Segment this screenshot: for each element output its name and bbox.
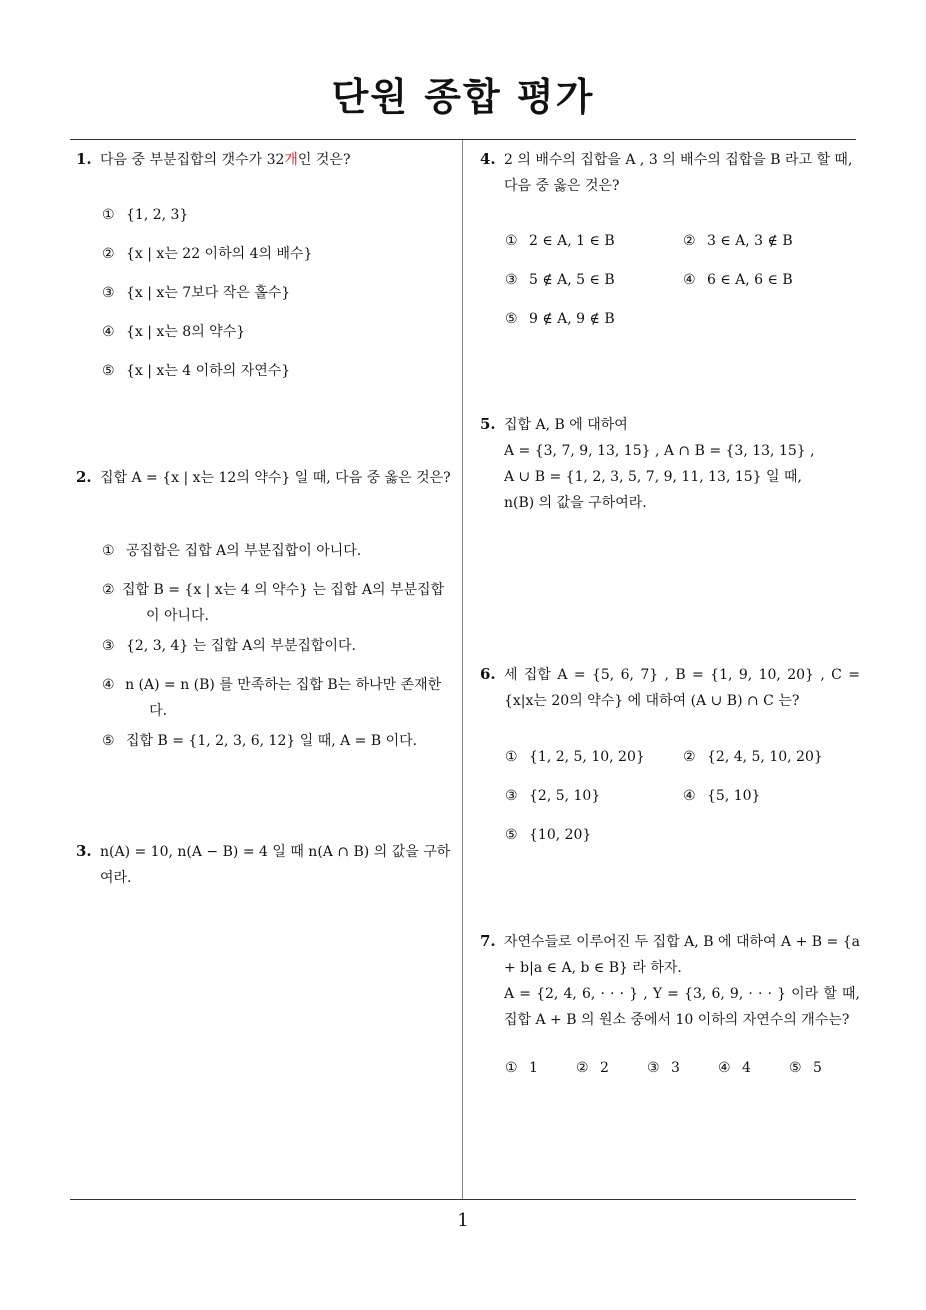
option[interactable]: ③ {x | x는 7보다 작은 홀수} [102,285,291,301]
question-number: 1. [76,150,92,168]
question-7 [480,928,860,1033]
question-1-options [102,196,452,391]
page-number: 1 [457,1210,469,1231]
question-6-stem: 6. 세 집합 A = {5, 6, 7} , B = {1, 9, 10, 20} , C = {x|x는 20의 약수} 에 대하여 (A ∪ B) ∩ C 는? [480,661,860,714]
option[interactable]: ① 공집합은 집합 A의 부분집합이 아니다. [102,543,362,559]
option[interactable]: ② {x | x는 22 이하의 4의 배수} [102,246,313,262]
question-1-stem: 1. 다음 중 부분집합의 갯수가 32개인 것은? [76,146,456,173]
question-4 [480,146,860,199]
question-4-options [505,222,861,339]
option[interactable]: ① 2 ∈ A, 1 ∈ B [505,233,615,249]
question-number: 3. [76,842,92,860]
option[interactable]: ③ {2, 3, 4} 는 집합 A의 부분집합이다. [102,638,356,654]
option[interactable]: ⑤ 집합 B = {1, 2, 3, 6, 12} 일 때, A = B 이다. [102,733,418,749]
question-1 [76,146,456,173]
option[interactable]: ③ 3 [647,1060,680,1076]
option[interactable]: ④ {5, 10} [683,788,761,804]
option[interactable]: ① {1, 2, 3} [102,207,189,223]
option[interactable]: ⑤ 5 [789,1060,822,1076]
question-2-stem: 2. 집합 A = {x | x는 12의 약수} 일 때, 다음 중 옳은 것은? [76,464,456,491]
question-2-options [102,538,447,754]
question-3-stem: 3. n(A) = 10, n(A − B) = 4 일 때 n(A ∩ B) 의 값을 구하여라. [76,838,456,891]
option[interactable]: ② 3 ∈ A, 3 ∉ B [683,233,793,249]
option[interactable]: ④ 6 ∈ A, 6 ∈ B [683,272,793,288]
question-number: 6. [480,665,496,683]
highlight-text: 개 [284,152,298,168]
option[interactable]: ② 2 [576,1060,609,1076]
page-title: 단원 종합 평가 [331,75,595,119]
question-3 [76,838,456,891]
option[interactable]: ③ {2, 5, 10} [505,788,601,804]
bottom-divider [70,1199,856,1200]
question-5 [480,411,860,516]
question-7-options [505,1055,860,1081]
option[interactable]: ⑤ 9 ∉ A, 9 ∉ B [505,311,615,327]
option[interactable]: ① 1 [505,1060,538,1076]
question-number: 4. [480,150,496,168]
question-2 [76,464,456,491]
question-4-stem: 4. 2 의 배수의 집합을 A , 3 의 배수의 집합을 B 라고 할 때, 다음 중 옳은 것은? [480,146,860,199]
option[interactable]: ② 집합 B = {x | x는 4 의 약수} 는 집합 A의 부분집합이 아니다. [102,582,445,624]
question-number: 5. [480,415,496,433]
option[interactable]: ④ {x | x는 8의 약수} [102,324,246,340]
question-number: 2. [76,468,92,486]
column-divider [462,140,463,1200]
question-number: 7. [480,932,496,950]
option[interactable]: ① {1, 2, 5, 10, 20} [505,749,645,765]
option[interactable]: ④ n (A) = n (B) 를 만족하는 집합 B는 하나만 존재한다. [102,677,442,719]
question-5-stem: 5. 집합 A, B 에 대하여 A = {3, 7, 9, 13, 15} , A ∩ B = {3, 13, 15} , A ∪ B = {1, 2, 3, 5, 7, 9, 11, 13, 15} 일 때, n(B) 의 값을 구하여라. [480,411,860,516]
option[interactable]: ⑤ {x | x는 4 이하의 자연수} [102,363,291,379]
top-divider [70,139,856,140]
question-6-options [505,738,861,855]
question-6 [480,661,860,714]
question-7-stem: 7. 자연수들로 이루어진 두 집합 A, B 에 대하여 A + B = {a + b|a ∈ A, b ∈ B} 라 하자. A = {2, 4, 6, · · · } , Y = {3, 6, 9, · · · } 이라 할 때, 집합 A + B 의 원소 중에서 10 이하의 자연수의 개수는? [480,928,860,1033]
option[interactable]: ⑤ {10, 20} [505,827,592,843]
option[interactable]: ③ 5 ∉ A, 5 ∈ B [505,272,615,288]
option[interactable]: ④ 4 [718,1060,751,1076]
option[interactable]: ② {2, 4, 5, 10, 20} [683,749,823,765]
